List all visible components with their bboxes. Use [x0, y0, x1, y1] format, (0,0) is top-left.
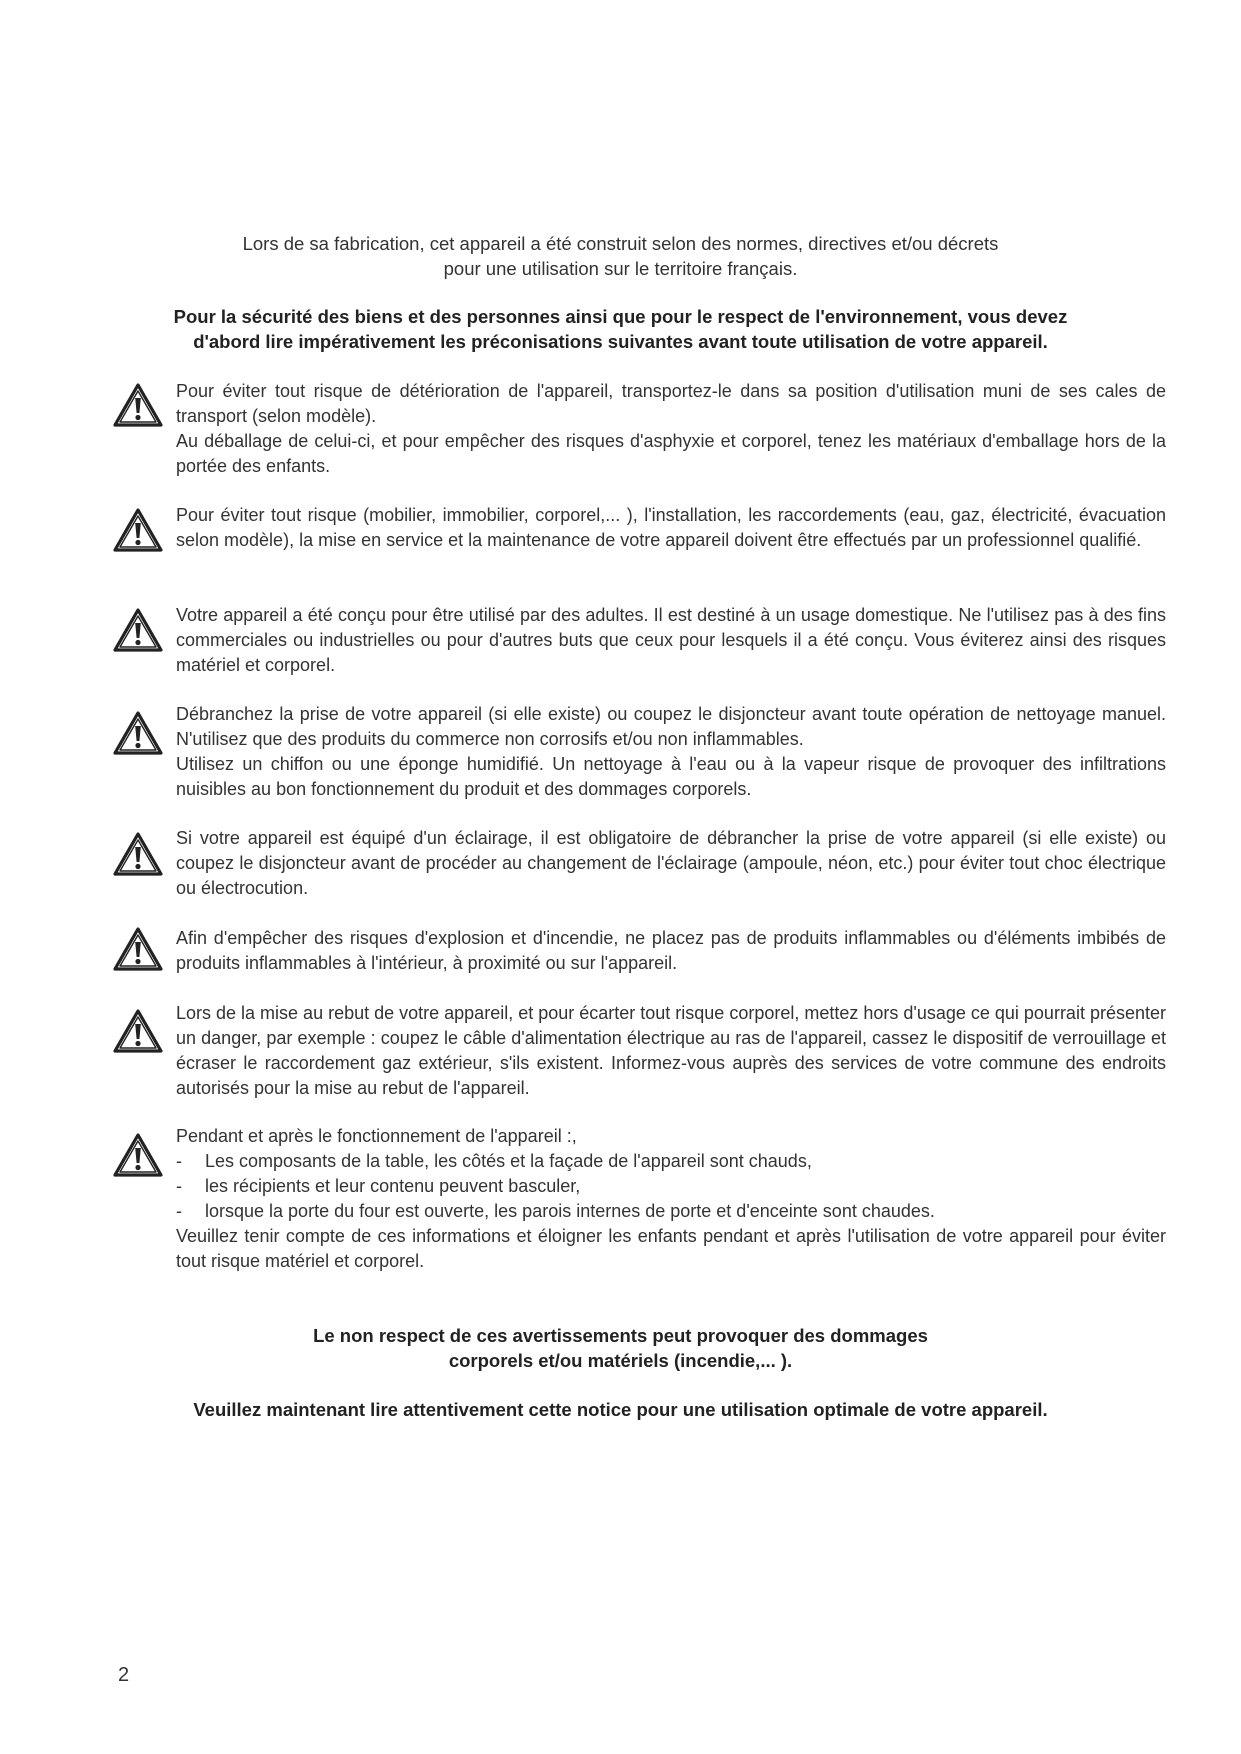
bullet-dash: -: [176, 1176, 182, 1196]
warning-paragraph: Veuillez tenir compte de ces informations et éloigner les enfants pendant et après l'utilisation de votre appareil pour éviter tout risque matériel et corporel.: [176, 1226, 1166, 1271]
warning-paragraph: Pour éviter tout risque (mobilier, immobilier, corporel,... ), l'installation, les raccordements (eau, gaz, électricité, évacuation selon modèle), la mise en service et la maintenance de votre appareil doivent être effectués par un professionnel qualifié.: [176, 505, 1166, 550]
warning-text: [176, 379, 1166, 479]
safety-heading-line: d'abord lire impérativement les préconisations suivantes avant toute utilisation de votre appareil.: [193, 331, 1048, 352]
warning-paragraph: Votre appareil a été conçu pour être utilisé par des adultes. Il est destiné à un usage domestique. Ne l'utilisez pas à des fins commerciales ou industrielles ou pour d'autres buts que ceux pour lesquels il a été conçu. Vous éviterez ainsi des risques matériel et corporel.: [176, 605, 1166, 675]
warning-item: [108, 379, 1170, 476]
safety-heading-line: Pour la sécurité des biens et des personnes ainsi que pour le respect de l'environnement, vous devez: [173, 306, 1068, 327]
warning-paragraph: Au déballage de celui-ci, et pour empêcher des risques d'asphyxie et corporel, tenez les matériaux d'emballage hors de la portée des enfants.: [176, 431, 1166, 476]
warning-text: [176, 1001, 1166, 1101]
closing-warning-line: Le non respect de ces avertissements peut provoquer des dommages: [313, 1325, 928, 1346]
bullet-dash: -: [176, 1151, 182, 1171]
bullet-item: [176, 1149, 1166, 1174]
warning-intro: Pendant et après le fonctionnement de l'appareil :,: [176, 1126, 577, 1146]
warning-text: [176, 1124, 1166, 1274]
warning-paragraph: Débranchez la prise de votre appareil (si elle existe) ou coupez le disjoncteur avant toute opération de nettoyage manuel. N'utilisez que des produits du commerce non corrosifs et/ou non inflammables.: [176, 704, 1166, 749]
warning-item: [108, 603, 1170, 675]
warning-text: [176, 702, 1166, 802]
warning-triangle-icon: [112, 382, 164, 428]
warning-text: [176, 926, 1166, 976]
warning-paragraph: Afin d'empêcher des risques d'explosion et d'incendie, ne placez pas de produits inflammables ou d'éléments imbibés de produits inflammables à l'intérieur, à proximité ou sur l'appareil.: [176, 928, 1166, 973]
warning-item: [108, 702, 1170, 799]
warning-triangle-icon: [112, 607, 164, 653]
warning-paragraph: Utilisez un chiffon ou une éponge humidifié. Un nettoyage à l'eau ou à la vapeur risque de provoquer des infiltrations nuisibles au bon fonctionnement du produit et des dommages corporels.: [176, 754, 1166, 799]
warning-paragraph: Lors de la mise au rebut de votre appareil, et pour écarter tout risque corporel, mettez hors d'usage ce qui pourrait présenter un danger, par exemple : coupez le câble d'alimentation électrique au ras de l'appareil, cassez le dispositif de verrouillage et écraser le raccordement gaz extérieur, s'ils existent. Informez-vous auprès des services de votre commune des endroits autorisés pour la mise au rebut de l'appareil.: [176, 1003, 1166, 1098]
final-note: [110, 1397, 1131, 1422]
bullet-text: Les composants de la table, les côtés et la façade de l'appareil sont chauds,: [205, 1151, 812, 1171]
final-note-line: Veuillez maintenant lire attentivement cette notice pour une utilisation optimale de votre appareil.: [193, 1399, 1048, 1420]
warning-text: [176, 826, 1166, 901]
page-number: 2: [118, 1664, 130, 1686]
closing-warning-line: corporels et/ou matériels (incendie,... ).: [448, 1350, 793, 1371]
warning-triangle-icon: [112, 507, 164, 553]
warning-text: [176, 603, 1166, 678]
warning-paragraph: Pour éviter tout risque de détérioration de l'appareil, transportez-le dans sa position d'utilisation muni de ses cales de transport (selon modèle).: [176, 381, 1166, 426]
warning-triangle-icon: [112, 1008, 164, 1054]
closing-warning: [110, 1323, 1131, 1373]
warning-triangle-icon: [112, 710, 164, 756]
warning-text: [176, 503, 1166, 553]
warning-triangle-icon: [112, 926, 164, 972]
bullet-dash: -: [176, 1201, 182, 1221]
intro-text: [150, 231, 1091, 281]
intro-line: pour une utilisation sur le territoire français.: [443, 258, 798, 279]
warning-triangle-icon: [112, 1132, 164, 1178]
warning-item: [108, 1001, 1170, 1098]
warning-item: [108, 503, 1170, 550]
warning-item: [108, 926, 1170, 973]
warning-paragraph: Si votre appareil est équipé d'un éclairage, il est obligatoire de débrancher la prise de votre appareil (si elle existe) ou coupez le disjoncteur avant de procéder au changement de l'éclairage (ampoule, néon, etc.) pour éviter tout choc électrique ou électrocution.: [176, 828, 1166, 898]
bullet-text: lorsque la porte du four est ouverte, les parois internes de porte et d'enceinte sont chaudes.: [205, 1201, 935, 1221]
warning-item: [108, 826, 1170, 898]
safety-heading: [110, 304, 1131, 354]
bullet-item: [176, 1174, 1166, 1199]
bullet-text: les récipients et leur contenu peuvent basculer,: [205, 1176, 581, 1196]
warning-item: [108, 1124, 1170, 1271]
intro-line: Lors de sa fabrication, cet appareil a été construit selon des normes, directives et/ou décrets: [242, 233, 999, 254]
warning-triangle-icon: [112, 831, 164, 877]
bullet-item: [176, 1199, 1166, 1224]
